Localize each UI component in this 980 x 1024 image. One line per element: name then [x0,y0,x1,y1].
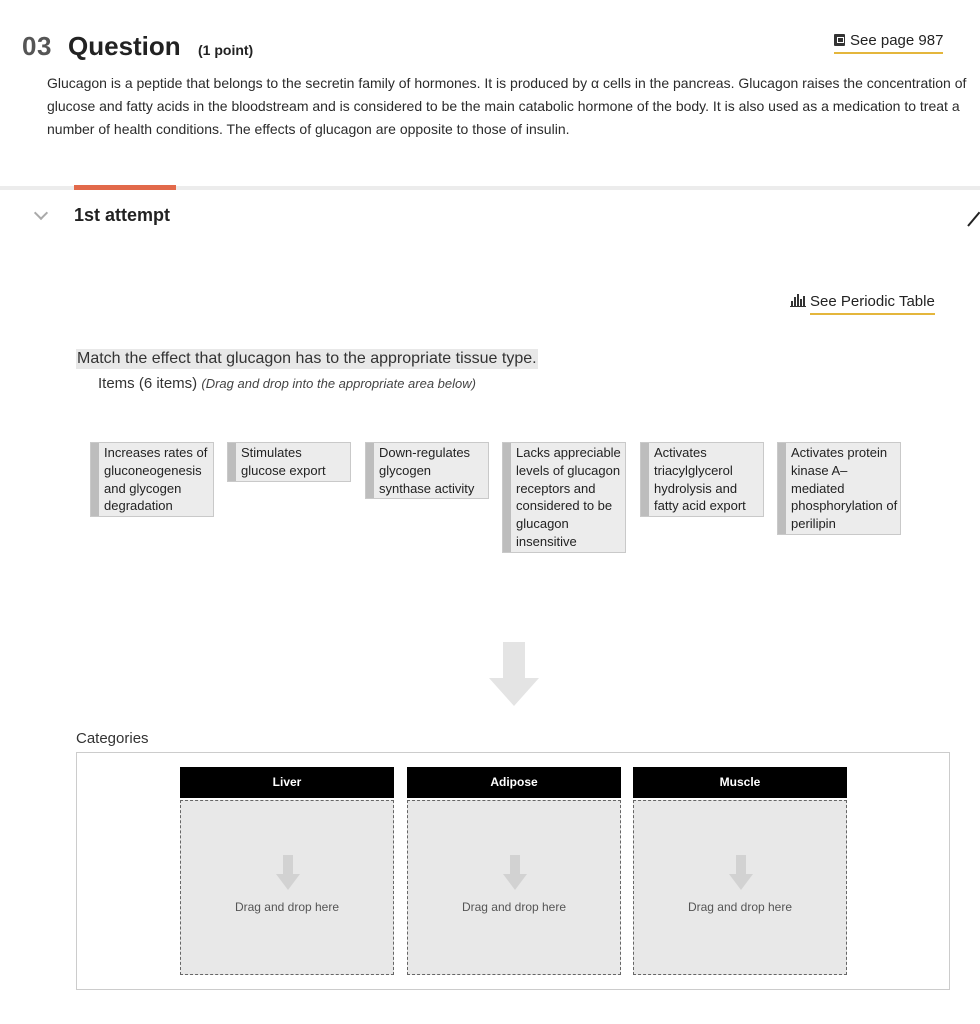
drag-item[interactable]: Down-regulates glycogen synthase activity [365,442,489,499]
attempt-title[interactable]: 1st attempt [74,205,171,225]
drop-zone-muscle[interactable] [633,800,847,975]
category-adipose [407,767,621,975]
see-page-label: See page 987 [850,32,944,49]
arrow-down-icon [729,855,753,891]
drop-zone-adipose[interactable] [407,800,621,975]
question-points: (1 point) [198,42,254,58]
periodic-table-label: See Periodic Table [810,293,935,315]
category-liver [180,767,394,975]
book-icon [834,34,845,46]
drop-zone-text: Drag and drop here [687,900,793,914]
see-page-link[interactable] [834,32,943,54]
drop-zone-text: Drag and drop here [461,900,567,914]
items-hint: (Drag and drop into the appropriate area below) [201,376,476,391]
items-count-line [98,375,476,392]
category-header: Liver [180,767,394,798]
drop-zone-text: Drag and drop here [234,900,340,914]
periodic-table-icon [790,294,806,307]
drag-item[interactable]: Activates triacylglycerol hydrolysis and fatty acid export [640,442,764,517]
question-number: 03 [22,31,52,61]
items-count: Items (6 items) [98,375,198,392]
attempt-tab-indicator [74,185,176,190]
drag-item[interactable]: Increases rates of gluconeogenesis and glycogen degradation [90,442,214,517]
category-muscle [633,767,847,975]
drag-item[interactable]: Activates protein kinase A–mediated phosphorylation of perilipin [777,442,901,535]
categories-label: Categories [76,730,149,747]
category-header: Adipose [407,767,621,798]
arrow-down-icon [489,642,539,706]
arrow-down-icon [503,855,527,891]
question-title: Question [68,31,181,61]
periodic-table-link[interactable] [790,293,935,310]
drag-item[interactable]: Stimulates glucose export [227,442,351,482]
chevron-down-icon[interactable] [34,206,48,220]
arrow-down-icon [276,855,300,891]
drop-zone-liver[interactable] [180,800,394,975]
category-header: Muscle [633,767,847,798]
question-text: Glucagon is a peptide that belongs to the secretin family of hormones. It is produced by α cells in the pancreas. Glucagon raises the concentration of glucose and fatty acids in the bloodstream and is considered to be the main catabolic hormone of the body. It is also used as a medication to treat a number of health conditions. The effects of glucagon are opposite to those of insulin. [47,75,967,137]
drag-item[interactable]: Lacks appreciable levels of glucagon receptors and considered to be glucagon insensitive [502,442,626,553]
pencil-edge-icon [967,212,980,227]
instruction-prompt: Match the effect that glucagon has to the appropriate tissue type. [77,350,537,367]
